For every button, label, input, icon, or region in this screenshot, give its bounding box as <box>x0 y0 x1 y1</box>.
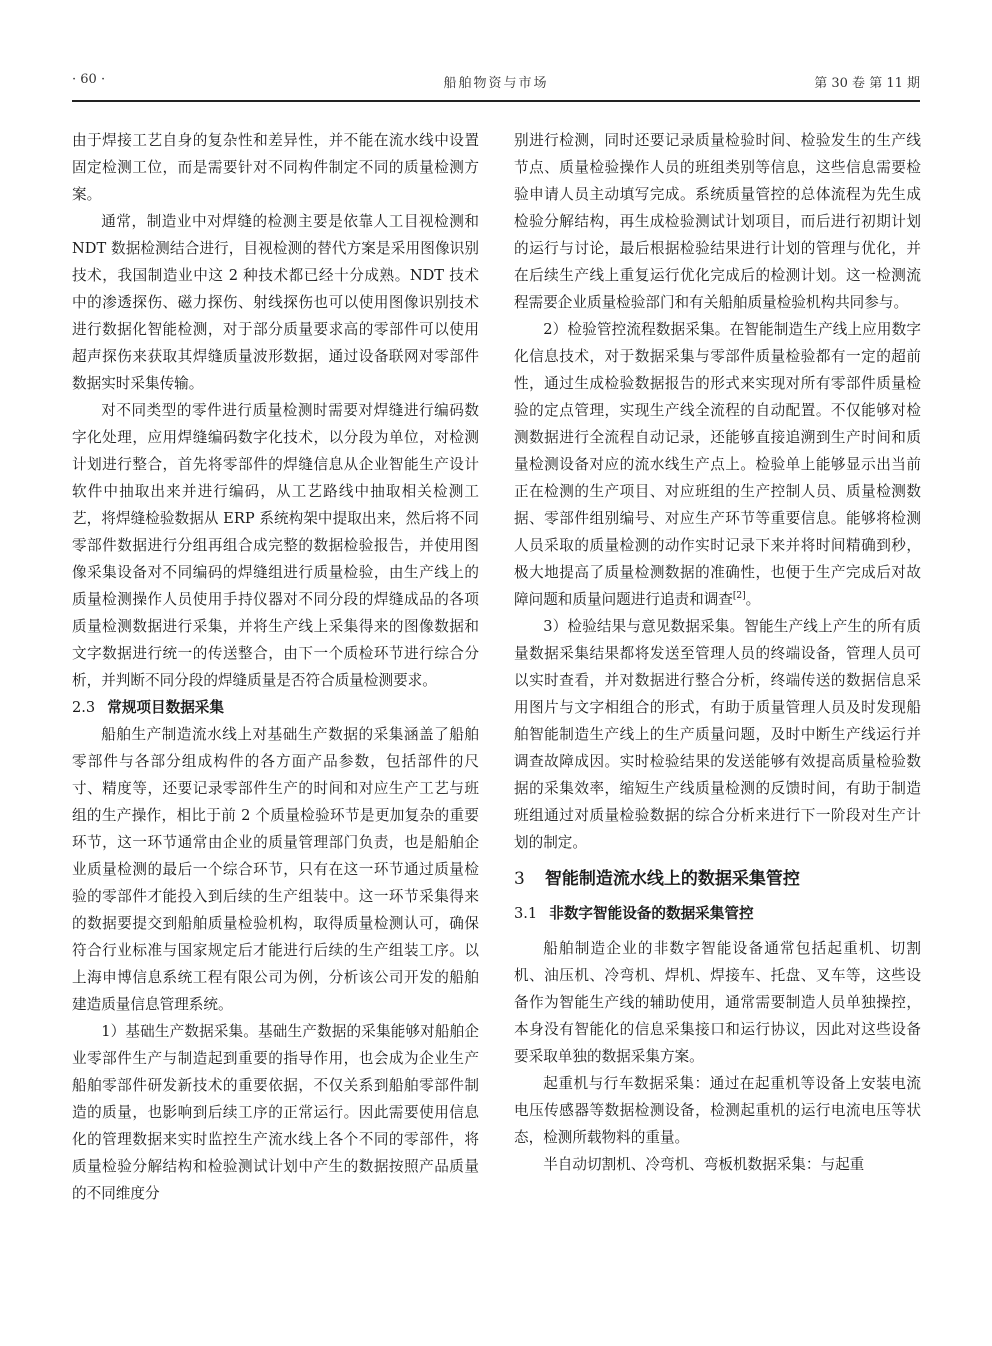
paragraph: 船舶生产制造流水线上对基础生产数据的采集涵盖了船舶零部件与各部分组成构件的各方面产品参数，包括部件的尺寸、精度等，还要记录零部件生产的时间和对应生产工艺与班组的生产操作，相比于前 2 个质量检验环节是更加复杂的重要环节，这一环节通常由企业的质量管理部门负责，也是船舶企业质量检测的最后一个综合环节，只有在这一环节通过质量检验的零部件才能投入到后续的生产组装中。这一环节采集得来的数据要提交到船舶质量检验机构，取得质量检测认可，确保符合行业标准与国家规定后才能进行后续的生产组装工序。以上海申博信息系统工程有限公司为例，分析该公司开发的船舶建造质量信息管理系统。 <box>72 726 479 1013</box>
paragraph: 对不同类型的零件进行质量检测时需要对焊缝进行编码数字化处理，应用焊缝编码数字化技术，以分段为单位，对检测计划进行整合，首先将零部件的焊缝信息从企业智能生产设计软件中抽取出来并进行编码，从工艺路线中抽取相关检测工艺，将焊缝检验数据从 ERP 系统构架中提取出来，然后将不同零部件数据进行分组再组合成完整的数据检验报告，并使用图像采集设备对不同编码的焊缝组进行质量检验，由生产线上的质量检测操作人员使用手持仪器对不同分段的焊缝成品的各项质量检测数据进行采集，并将生产线上采集得来的图像数据和文字数据进行统一的传送整合，由下一个质检环节进行综合分析，并判断不同分段的焊缝质量是否符合质量检测要求。 <box>72 402 479 689</box>
section-heading <box>514 900 921 927</box>
journal-title: 船舶物资与市场 <box>443 76 549 91</box>
paragraph: 半自动切割机、冷弯机、弯板机数据采集：与起重 <box>543 1156 865 1173</box>
page-number: · 60 · <box>72 72 106 87</box>
section-title: 非数字智能设备的数据采集管控 <box>549 905 754 922</box>
running-header <box>72 70 920 92</box>
issue-label: 第 30 卷 第 11 期 <box>814 76 920 91</box>
paragraph <box>514 316 921 613</box>
section-title: 常规项目数据采集 <box>107 699 224 716</box>
header-rule <box>72 100 920 102</box>
chapter-number: 3 <box>514 869 525 889</box>
paragraph-text: 2）检验管控流程数据采集。在智能制造生产线上应用数字化信息技术，对于数据采集与零部件质量检验都有一定的超前性，通过生成检验数据报告的形式来实现对所有零部件质量检验的定点管理，实现生产线全流程的自动配置。不仅能够对检测数据进行全流程自动记录，还能够直接追溯到生产时间和质量检测设备对应的流水线生产点上。检验单上能够显示出当前正在检测的生产项目、对应班组的生产控制人员、质量检测数据、零部件组别编号、对应生产环节等重要信息。能够将检测人员采取的质量检测的动作实时记录下来并将时间精确到秒，极大地提高了质量检测数据的准确性，也便于生产完成后对故障问题和质量问题进行追责和调查 <box>514 321 921 608</box>
section-heading <box>72 694 479 721</box>
left-column <box>72 127 479 1207</box>
chapter-heading <box>514 864 921 894</box>
paragraph: 由于焊接工艺自身的复杂性和差异性，并不能在流水线中设置固定检测工位，而是需要针对不同构件制定不同的质量检测方案。 <box>72 132 479 203</box>
section-number: 2.3 <box>72 699 96 716</box>
paragraph: 1）基础生产数据采集。基础生产数据的采集能够对船舶企业零部件生产与制造起到重要的指导作用，也会成为企业生产船舶零部件研发新技术的重要依据，不仅关系到船舶零部件制造的质量，也影响到后续工序的正常运行。因此需要使用信息化的管理数据来实时监控生产流水线上各个不同的零部件，将质量检验分解结构和检验测试计划中产生的数据按照产品质量的不同维度分 <box>72 1023 479 1202</box>
section-number: 3.1 <box>514 905 538 922</box>
paragraph: 3）检验结果与意见数据采集。智能生产线上产生的所有质量数据采集结果都将发送至管理人员的终端设备，管理人员可以实时查看，并对数据进行整合分析，终端传送的数据信息采用图片与文字相组合的形式，有助于质量管理人员及时发现船舶智能制造生产线上的生产质量问题，及时中断生产线运行并调查故障成因。实时检验结果的发送能够有效提高质量检验数据的采集效率，缩短生产线质量检测的反馈时间，有助于制造班组通过对质量检验数据的综合分析来进行下一阶段对生产计划的制定。 <box>514 618 921 851</box>
chapter-title: 智能制造流水线上的数据采集管控 <box>544 869 800 889</box>
paragraph: 别进行检测，同时还要记录质量检验时间、检验发生的生产线节点、质量检验操作人员的班组类别等信息，这些信息需要检验申请人员主动填写完成。系统质量管控的总体流程为先生成检验分解结构，再生成检验测试计划项目，而后进行初期计划的运行与讨论，最后根据检验结果进行计划的管理与优化，并在后续生产线上重复运行优化完成后的检测计划。这一检测流程需要企业质量检验部门和有关船舶质量检验机构共同参与。 <box>514 132 921 311</box>
citation-ref: [2] <box>732 591 746 601</box>
paragraph: 起重机与行车数据采集：通过在起重机等设备上安装电流电压传感器等数据检测设备，检测起重机的运行电流电压等状态，检测所载物料的重量。 <box>514 1075 921 1146</box>
paragraph-end: 。 <box>745 591 761 608</box>
right-column <box>514 127 921 1178</box>
paragraph: 通常，制造业中对焊缝的检测主要是依靠人工目视检测和 NDT 数据检测结合进行，目视检测的替代方案是采用图像识别技术，我国制造业中这 2 种技术都已经十分成熟。NDT 技术中的渗透探伤、磁力探伤、射线探伤也可以使用图像识别技术进行数据化智能检测，对于部分质量要求高的零部件可以使用超声探伤来获取其焊缝质量波形数据，通过设备联网对零部件数据实时采集传输。 <box>72 213 479 392</box>
paragraph: 船舶制造企业的非数字智能设备通常包括起重机、切割机、油压机、冷弯机、焊机、焊接车、托盘、叉车等，这些设备作为智能生产线的辅助使用，通常需要制造人员单独操控，本身没有智能化的信息采集接口和运行协议，因此对这些设备要采取单独的数据采集方案。 <box>514 940 921 1065</box>
